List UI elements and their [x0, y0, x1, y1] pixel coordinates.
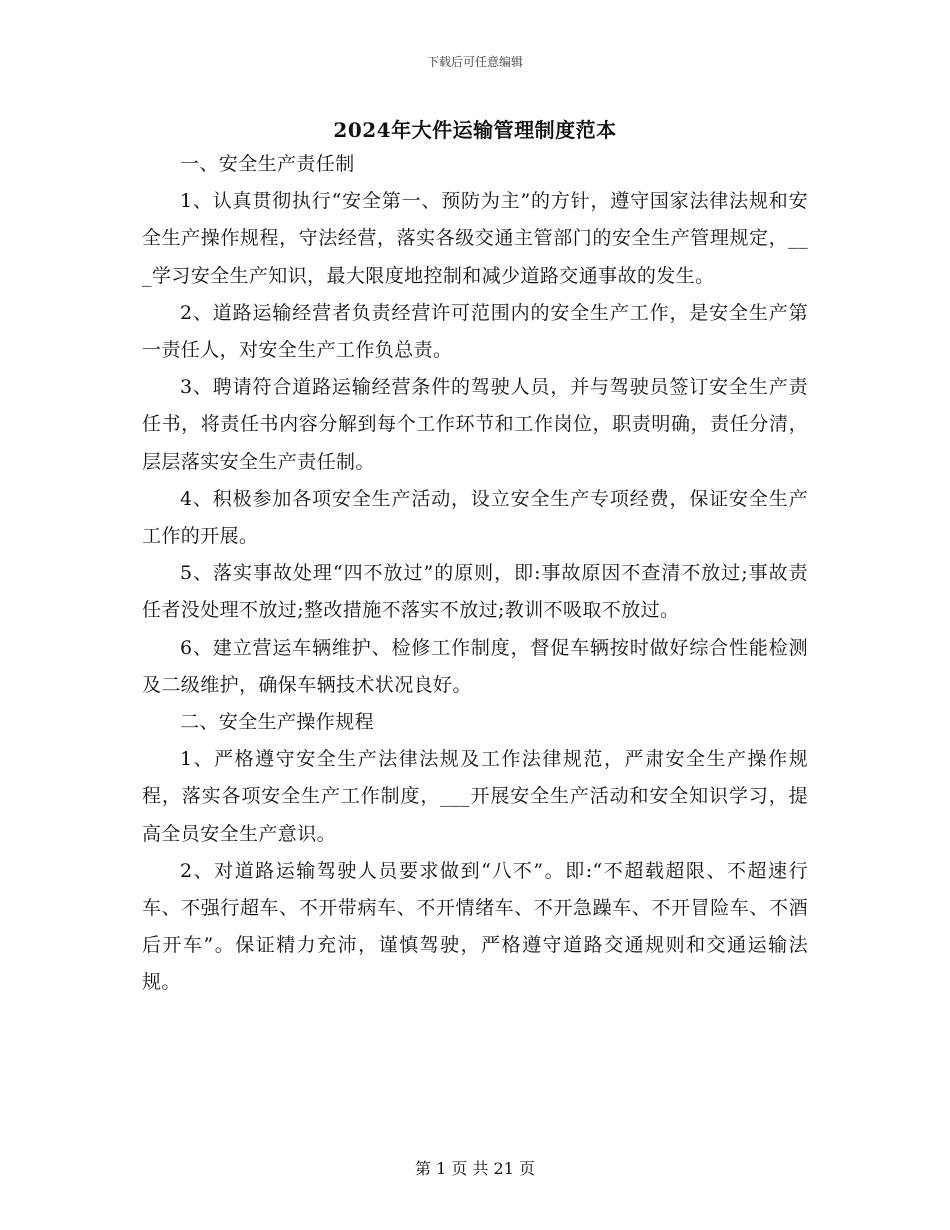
paragraph-1-4: 4、积极参加各项安全生产活动，设立安全生产专项经费，保证安全生产工作的开展。: [142, 487, 808, 548]
paragraph-1-5: 5、落实事故处理“四不放过”的原则，即:事故原因不查清不放过;事故责任者没处理不放过;整改措施不落实不放过;教训不吸取不放过。: [142, 562, 808, 622]
section-heading-1: 一、安全生产责任制: [180, 153, 355, 175]
page-header-note: 下载后可任意编辑: [426, 55, 523, 69]
paragraph-1-2: 2、道路运输经营者负责经营许可范围内的安全生产工作，是安全生产第一责任人，对安全生产工作负总责。: [142, 301, 808, 362]
page-number: 第 1 页 共 21 页: [415, 1159, 535, 1178]
paragraph-1-3: 3、聘请符合道路运输经营条件的驾驶人员，并与驾驶员签订安全生产责任书，将责任书内容分解到每个工作环节和工作岗位，职责明确，责任分清，层层落实安全生产责任制。: [142, 376, 808, 473]
paragraph-1-6: 6、建立营运车辆维护、检修工作制度，督促车辆按时做好综合性能检测及二级维护，确保车辆技术状况良好。: [142, 636, 808, 696]
section-heading-2: 二、安全生产操作规程: [180, 711, 375, 734]
paragraph-1-1: 1、认真贯彻执行“安全第一、预防为主”的方针，遵守国家法律法规和安全生产操作规程，守法经营，落实各级交通主管部门的安全生产管理规定，___学习安全生产知识，最大限度地控制和减少道路交通事故的发生。: [142, 190, 808, 287]
document-title: 2024年大件运输管理制度范本: [333, 118, 617, 142]
paragraph-2-1: 1、严格遵守安全生产法律法规及工作法律规范，严肃安全生产操作规程，落实各项安全生产工作制度，___开展安全生产活动和安全知识学习，提高全员安全生产意识。: [142, 748, 808, 845]
document-body: [142, 146, 808, 1002]
paragraph-2-2: 2、对道路运输驾驶人员要求做到“八不”。即:“不超载超限、不超速行车、不强行超车、不开带病车、不开情绪车、不开急躁车、不开冒险车、不酒后开车”。保证精力充沛，谨慎驾驶，严格遵守道路交通规则和交通运输法规。: [142, 859, 808, 994]
